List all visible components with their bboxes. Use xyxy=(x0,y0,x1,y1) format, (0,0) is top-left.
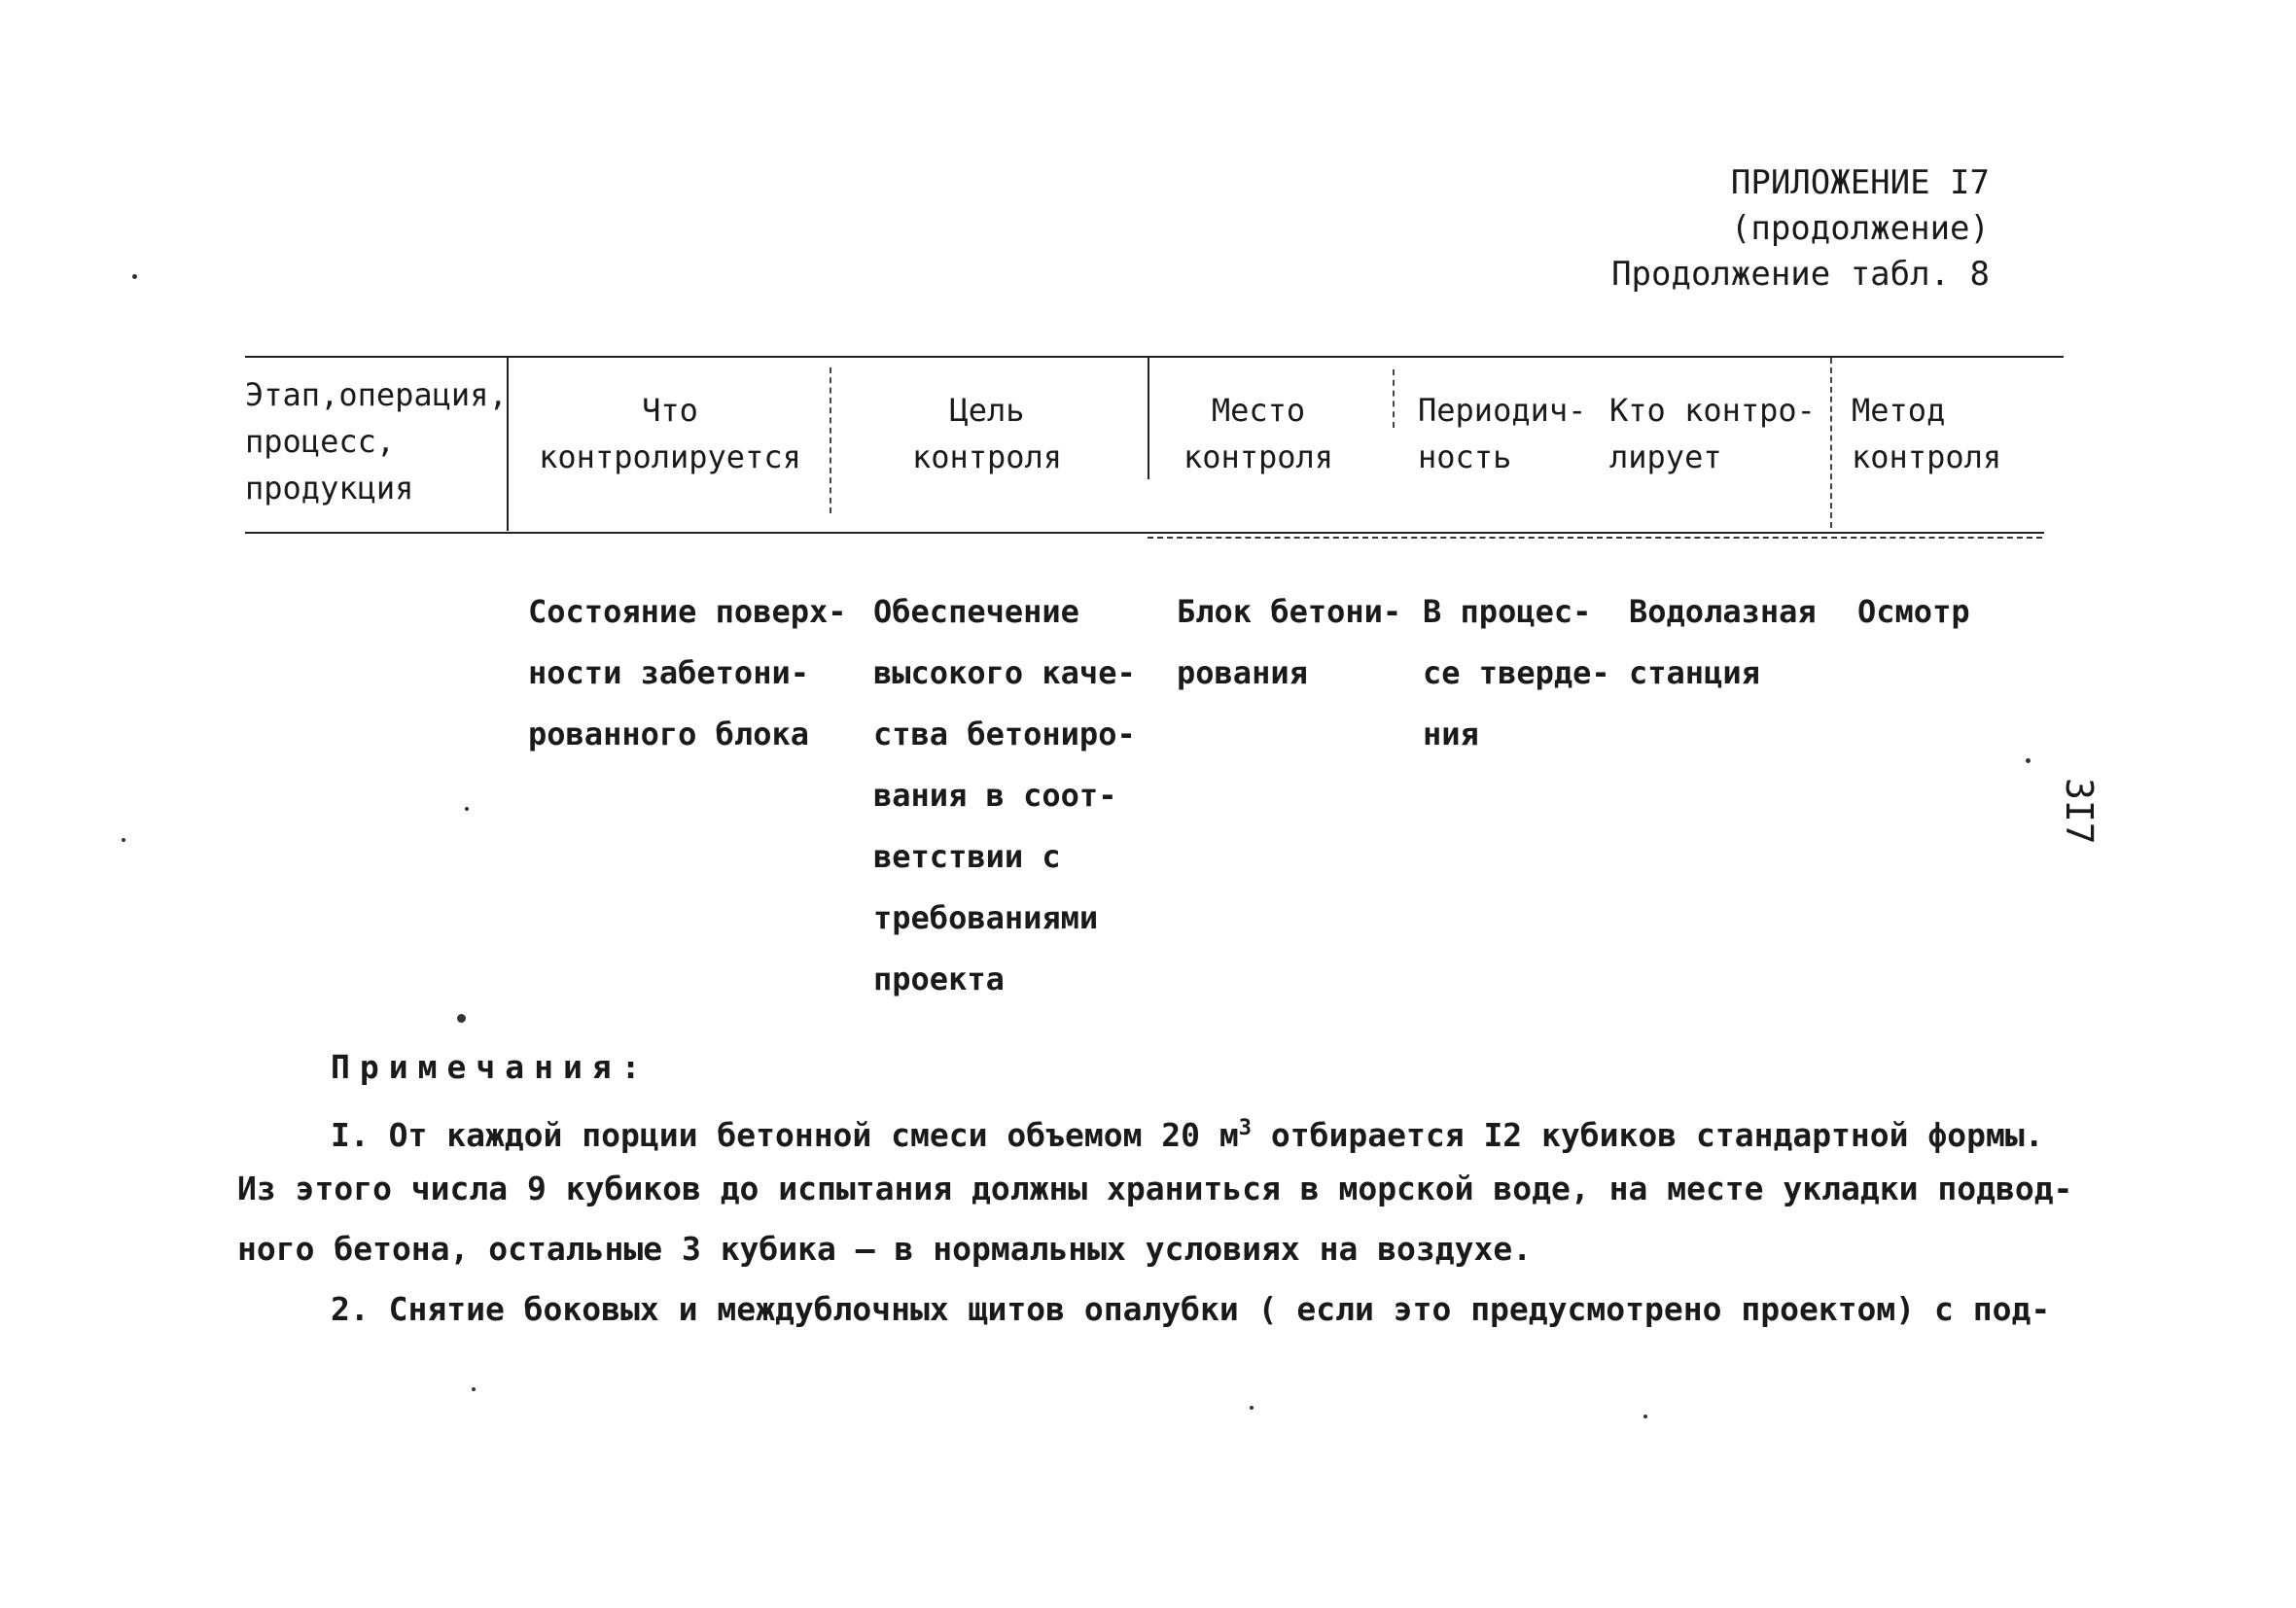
col-header-frequency: Периодич- ность xyxy=(1418,392,1587,475)
scan-speck xyxy=(2026,758,2031,763)
page-number: 3I7 xyxy=(2058,778,2101,845)
cell-purpose: Обеспечение высокого каче- ства бетониро- вания в соот- ветствии с требованиями проекта xyxy=(873,593,1136,997)
scan-speck xyxy=(1250,1406,1254,1410)
col-header-purpose: Цель контроля xyxy=(911,392,1063,475)
col-sep-2 xyxy=(830,367,831,513)
scan-speck xyxy=(472,1387,476,1391)
notes-title: Примечания: xyxy=(331,1048,651,1086)
note-1-line-3: ного бетона, остальные 3 кубика – в нормальных условиях на воздухе. xyxy=(237,1230,1533,1268)
appendix-title: ПРИЛОЖЕНИЕ I7 xyxy=(1730,163,1990,202)
scan-speck xyxy=(122,838,125,842)
header-bottom-dashed xyxy=(1148,537,2042,539)
note-1-line-2: Из этого числа 9 кубиков до испытания должны храниться в морской воде, на месте укладки подвод- xyxy=(237,1170,2073,1207)
col-sep-6 xyxy=(1830,358,1832,528)
col-header-method: Метод контроля xyxy=(1852,392,2002,475)
col-sep-4 xyxy=(1393,369,1395,428)
cell-who: Водолазная станция xyxy=(1629,593,1817,691)
col-header-stage: Этап,операция, процесс, продукция xyxy=(245,376,508,507)
table-continuation: Продолжение табл. 8 xyxy=(1611,255,1990,294)
cell-method: Осмотр xyxy=(1857,593,1970,630)
cell-what: Состояние поверх- ности забетони- рованного блока xyxy=(528,593,847,752)
note-1-line-1: I. От каждой порции бетонной смеси объемом 20 $м^3$ отбирается I2 кубиков стандартной формы. xyxy=(331,1116,2044,1154)
col-sep-3 xyxy=(1148,358,1149,479)
scan-speck xyxy=(132,274,137,279)
appendix-header xyxy=(1611,160,1990,297)
scan-speck xyxy=(465,807,469,811)
header-bottom-rule xyxy=(245,532,2044,534)
col-header-place: Место контроля xyxy=(1183,392,1334,475)
scan-speck xyxy=(457,1014,466,1023)
appendix-continuation: (продолжение) xyxy=(1730,209,1990,248)
note-2-line-1: 2. Снятие боковых и междублочных щитов опалубки ( если это предусмотрено проектом) с под- xyxy=(331,1290,2051,1328)
scan-speck xyxy=(1643,1415,1647,1418)
col-header-what: Что контролируется xyxy=(539,392,801,475)
cell-frequency: В процес- се тверде- ния xyxy=(1423,593,1610,752)
cell-place: Блок бетони- рования xyxy=(1177,593,1402,691)
table-top-rule xyxy=(245,356,2064,358)
col-header-who: Кто контро- лирует xyxy=(1609,392,1816,475)
